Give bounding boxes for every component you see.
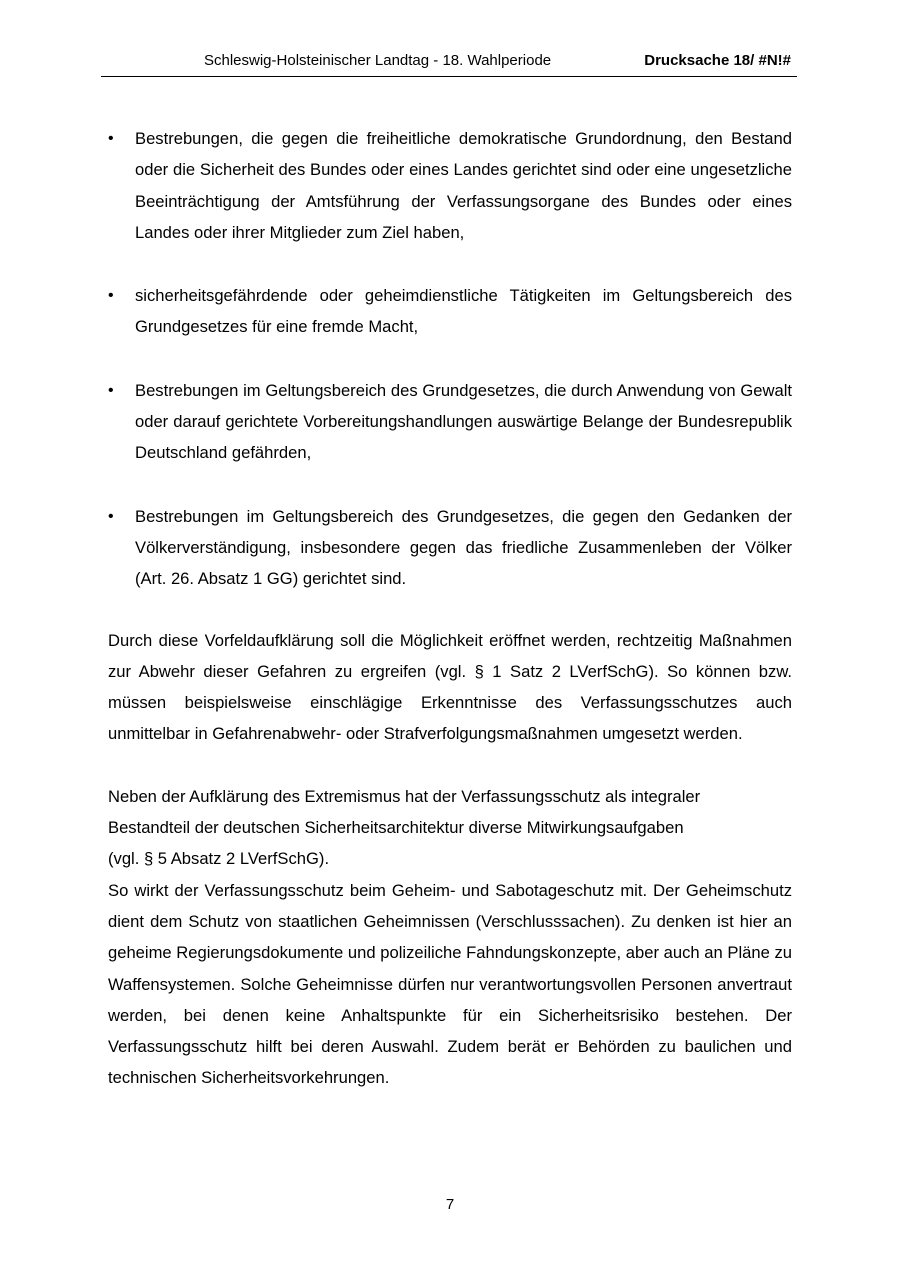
paragraph-mitwirkungsaufgaben-line-1: Neben der Aufklärung des Extremismus hat der Verfassungsschutz als integraler: [108, 786, 701, 806]
list-item-text: sicherheitsgefährdende oder geheimdienstliche Tätigkeiten im Geltungsbereich des Grundgesetzes für eine fremde Macht,: [135, 286, 792, 337]
list-item: [108, 501, 792, 595]
header-document-reference: Drucksache 18/ #N!#: [644, 52, 791, 69]
bullet-icon: •: [108, 130, 114, 147]
paragraph-mitwirkungsaufgaben-line-2: Bestandteil der deutschen Sicherheitsarchitektur diverse Mitwirkungsaufgaben: [108, 818, 684, 838]
header-title: Schleswig-Holsteinischer Landtag - 18. Wahlperiode: [204, 52, 552, 69]
list-item-text: Bestrebungen im Geltungsbereich des Grundgesetzes, die durch Anwendung von Gewalt oder darauf gerichtete Vorbereitungshandlungen auswärtige Belange der Bundesrepublik Deutschland gefährden,: [135, 380, 792, 463]
paragraph-geheimschutz: So wirkt der Verfassungsschutz beim Geheim- und Sabotageschutz mit. Der Geheimschutz dient dem Schutz von staatlichen Geheimnissen (Verschlusssachen). Zu denken ist hier an geheime Regierungsdokumente und polizeiliche Fahndungskonzepte, aber auch an Pläne zu Waffensystemen. Solche Geheimnisse dürfen nur verantwortungsvollen Personen anvertraut werden, bei denen keine Anhaltspunkte für ein Sicherheitsrisiko bestehen. Der Verfassungsschutz hilft bei deren Auswahl. Zudem berät er Behörden zu baulichen und technischen Sicherheitsvorkehrungen.: [108, 880, 792, 1088]
page-header: [101, 52, 797, 77]
list-item: [108, 280, 792, 343]
bullet-icon: •: [108, 381, 114, 399]
bullet-list: [108, 123, 792, 595]
list-item: [108, 375, 792, 469]
list-item: [108, 123, 792, 248]
list-item-text: Bestrebungen im Geltungsbereich des Grundgesetzes, die gegen den Gedanken der Völkerverständigung, insbesondere gegen das friedliche Zusammenleben der Völker (Art. 26. Absatz 1 GG) gerichtet sind.: [135, 506, 792, 589]
page-number: 7: [445, 1196, 455, 1213]
paragraph-mitwirkungsaufgaben-line-3: (vgl. § 5 Absatz 2 LVerfSchG).: [108, 849, 330, 869]
paragraph-vorfeldaufklaerung: Durch diese Vorfeldaufklärung soll die Möglichkeit eröffnet werden, rechtzeitig Maßnahmen zur Abwehr dieser Gefahren zu ergreifen (vgl. § 1 Satz 2 LVerfSchG). So können bzw. müssen beispielsweise einschlägige Erkenntnisse des Verfassungsschutzes auch unmittelbar in Gefahrenabwehr- oder Strafverfolgungsmaßnahmen umgesetzt werden.: [108, 630, 792, 744]
list-item-text: Bestrebungen, die gegen die freiheitliche demokratische Grundordnung, den Bestand oder die Sicherheit des Bundes oder eines Landes gerichtet sind oder eine ungesetzliche Beeinträchtigung der Amtsführung der Verfassungsorgane des Bundes oder eines Landes oder ihrer Mitglieder zum Ziel haben,: [135, 129, 792, 242]
document-body: [108, 123, 792, 1094]
bullet-icon: •: [108, 287, 114, 305]
bullet-icon: •: [108, 507, 114, 525]
